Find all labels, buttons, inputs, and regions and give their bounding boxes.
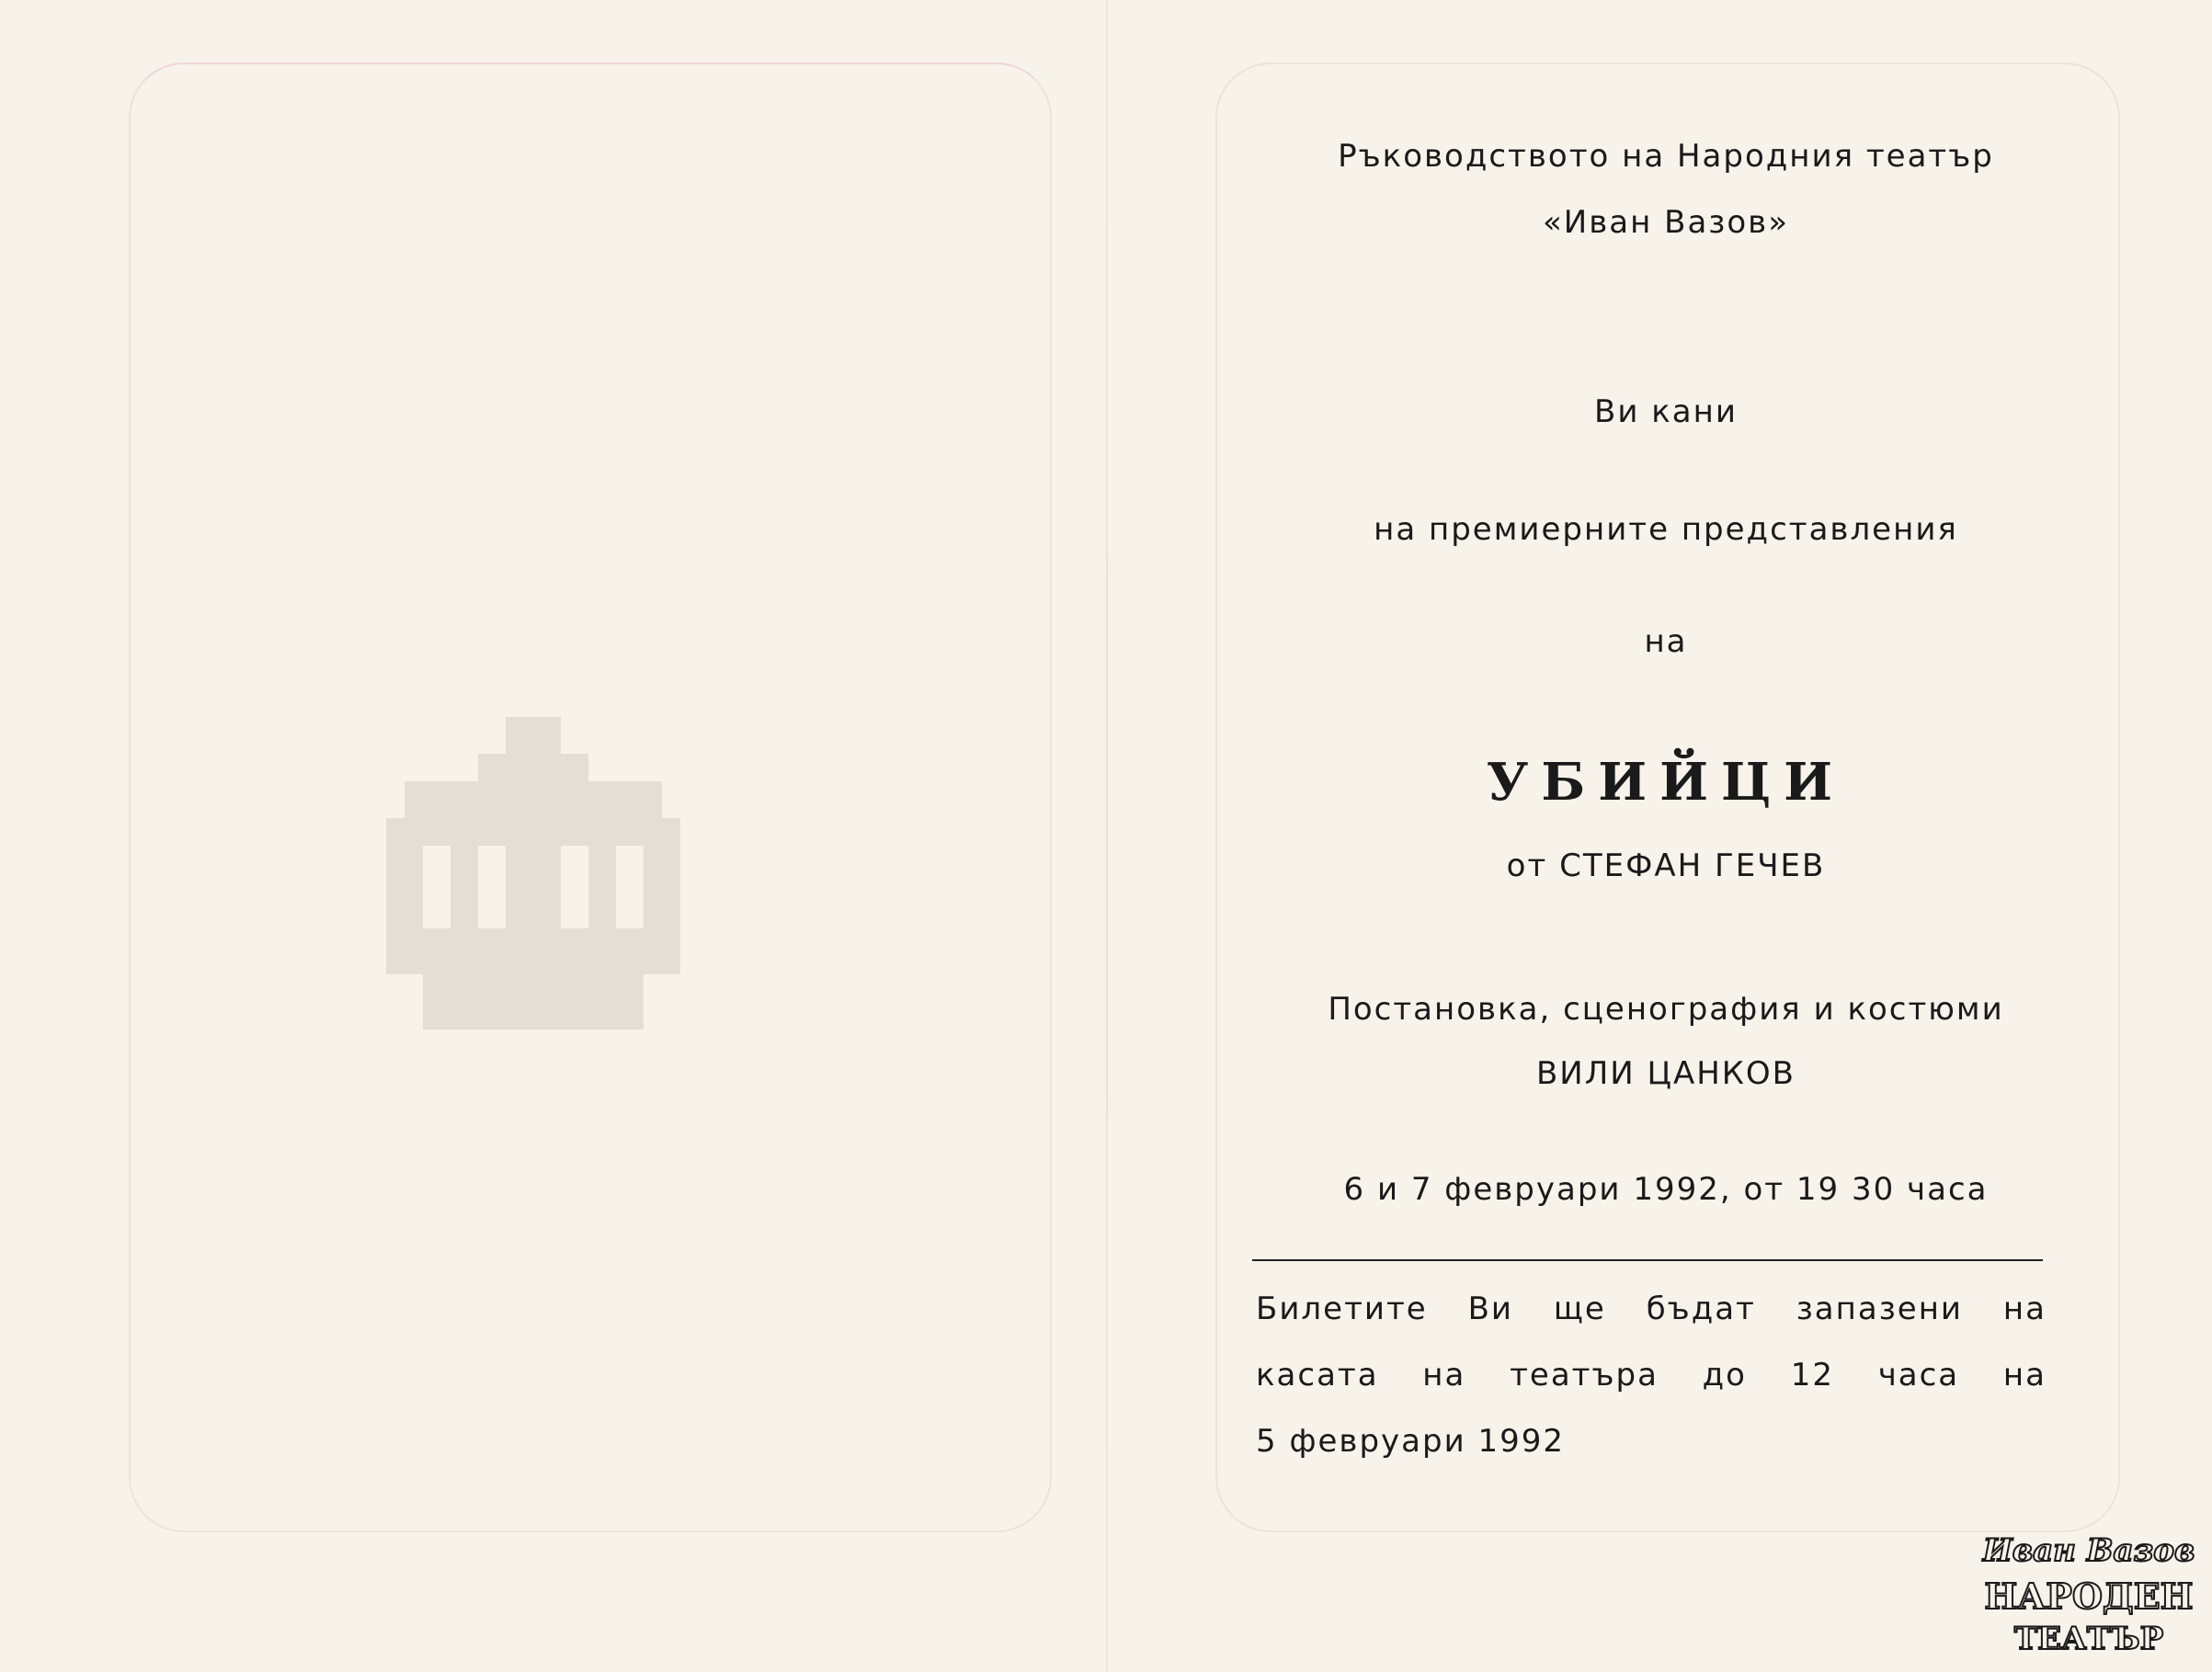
note-word: часа xyxy=(1877,1357,1960,1393)
invite-line: Ви кани xyxy=(1594,393,1738,430)
play-title: УБИЙЦИ xyxy=(1486,752,1846,813)
note-word: на xyxy=(2002,1291,2047,1327)
logo-signature: Иван Вазов xyxy=(1982,1532,2195,1569)
note-word: на xyxy=(1422,1357,1466,1393)
national-theatre-logo xyxy=(1982,1524,2195,1662)
note-word: ще xyxy=(1553,1291,1606,1327)
note-word: Ви xyxy=(1467,1291,1513,1327)
ticket-note-row-1 xyxy=(1256,1291,2047,1327)
center-fold xyxy=(1106,0,1108,1672)
premiere-line: на премиерните представления xyxy=(1374,511,1958,548)
divider-rule xyxy=(1252,1259,2043,1261)
author-line: от СТЕФАН ГЕЧЕВ xyxy=(1506,847,1826,884)
host-line: Ръководството на Народния театър xyxy=(1338,138,1994,175)
note-word: 12 xyxy=(1790,1357,1834,1393)
note-word: запазени xyxy=(1796,1291,1964,1327)
invitation-text xyxy=(1215,0,2116,1672)
note-word: касата xyxy=(1256,1357,1379,1393)
note-word: до xyxy=(1702,1357,1747,1393)
logo-line-2: ТЕАТЪР xyxy=(2013,1621,2164,1657)
production-label: Постановка, сценография и костюми xyxy=(1328,991,2004,1028)
ticket-note-row-2 xyxy=(1256,1357,2047,1393)
bleed-through-building-icon xyxy=(368,717,699,1048)
bleed-through-text xyxy=(248,1094,892,1167)
note-word: бъдат xyxy=(1646,1291,1756,1327)
note-word: театъра xyxy=(1510,1357,1659,1393)
note-word: на xyxy=(2002,1357,2047,1393)
note-word: Билетите xyxy=(1256,1291,1428,1327)
logo-line-1: НАРОДЕН xyxy=(1984,1575,2194,1617)
director-name: ВИЛИ ЦАНКОВ xyxy=(1535,1055,1796,1092)
preposition-line: на xyxy=(1644,623,1688,660)
performance-dates: 6 и 7 февруари 1992, от 19 30 часа xyxy=(1343,1171,1989,1208)
ticket-note-row-3: 5 февруари 1992 xyxy=(1256,1423,1566,1460)
theatre-name: «Иван Вазов» xyxy=(1542,204,1790,241)
